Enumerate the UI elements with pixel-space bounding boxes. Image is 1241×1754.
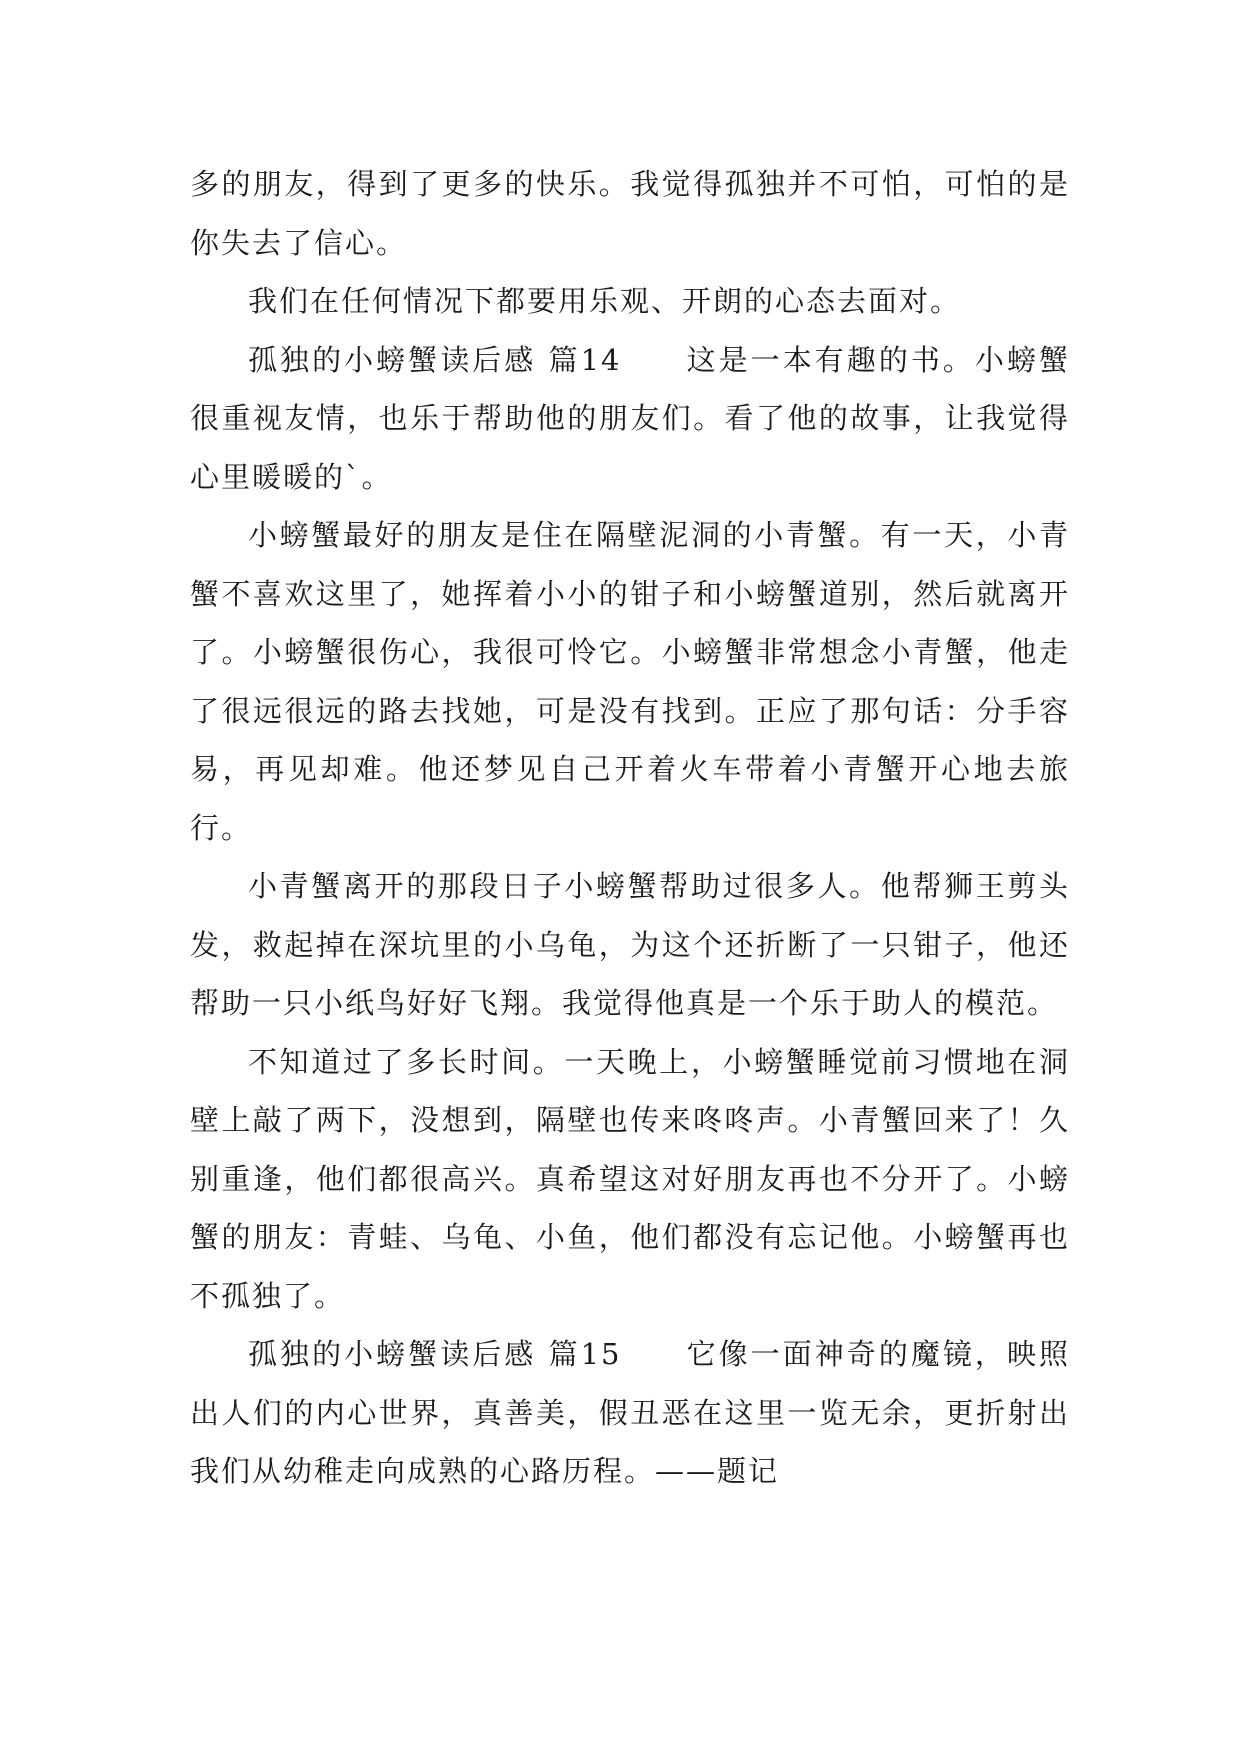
paragraph: 不知道过了多长时间。一天晚上，小螃蟹睡觉前习惯地在洞壁上敲了两下，没想到，隔壁也传来咚咚声。小青蟹回来了！久别重逢，他们都很高兴。真希望这对好朋友再也不分开了。小螃蟹的朋友：青蛙、乌龟、小鱼，他们都没有忘记他。小螃蟹再也不孤独了。 (190, 1044, 1070, 1313)
document-body (190, 155, 1070, 1501)
paragraph-section-14: 孤独的小螃蟹读后感 篇14 这是一本有趣的书。小螃蟹很重视友情，也乐于帮助他的朋友们。看了他的故事，让我觉得心里暖暖的`。 (190, 342, 1070, 494)
paragraph-section-15: 孤独的小螃蟹读后感 篇15 它像一面神奇的魔镜，映照出人们的内心世界，真善美，假丑恶在这里一览无余，更折射出我们从幼稚走向成熟的心路历程。——题记 (190, 1337, 1070, 1488)
paragraph: 我们在任何情况下都要用乐观、开朗的心态去面对。 (248, 284, 962, 318)
paragraph: 小螃蟹最好的朋友是住在隔壁泥洞的小青蟹。有一天，小青蟹不喜欢这里了，她挥着小小的钳子和小螃蟹道别，然后就离开了。小螃蟹很伤心，我很可怜它。小螃蟹非常想念小青蟹，他走了很远很远的路去找她，可是没有找到。正应了那句话：分手容易，再见却难。他还梦见自己开着火车带着小青蟹开心地去旅行。 (190, 518, 1070, 845)
paragraph-continuation: 多的朋友，得到了更多的快乐。我觉得孤独并不可怕，可怕的是你失去了信心。 (190, 167, 1070, 260)
paragraph: 小青蟹离开的那段日子小螃蟹帮助过很多人。他帮狮王剪头发，救起掉在深坑里的小乌龟，为这个还折断了一只钳子，他还帮助一只小纸鸟好好飞翔。我觉得他真是一个乐于助人的模范。 (190, 869, 1070, 1020)
